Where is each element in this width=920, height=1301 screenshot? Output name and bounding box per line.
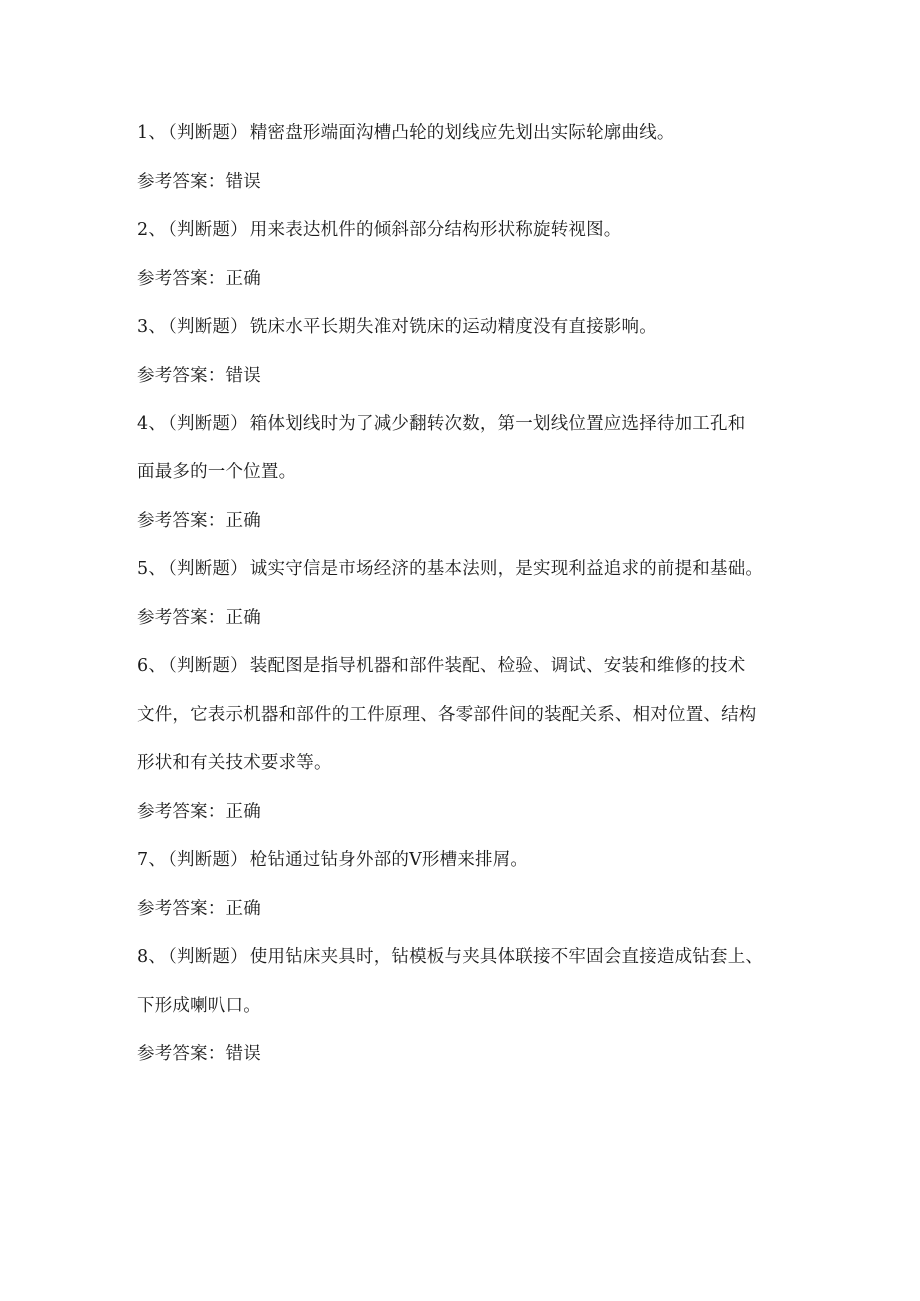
question-text: 精密盘形端面沟槽凸轮的划线应先划出实际轮廓曲线。 [249, 123, 675, 143]
question-text: 形状和有关技术要求等。 [137, 753, 332, 773]
answer-2 [137, 267, 261, 291]
answer-value: 正确 [225, 899, 261, 919]
answer-8 [137, 1042, 261, 1066]
answer-label: 参考答案： [137, 1044, 226, 1064]
answer-7 [137, 897, 261, 921]
question-6-continued [137, 703, 757, 727]
question-type: （判断题） [168, 317, 248, 337]
answer-4 [137, 509, 261, 533]
question-6 [137, 654, 745, 678]
question-7 [137, 848, 528, 872]
answer-6 [137, 800, 261, 824]
question-text: 下形成喇叭口。 [137, 996, 261, 1016]
question-text: 箱体划线时为了减少翻转次数，第一划线位置应选择待加工孔和 [249, 414, 746, 434]
answer-value: 正确 [225, 608, 261, 628]
question-text: 铣床水平长期失准对铣床的运动精度没有直接影响。 [249, 317, 657, 337]
question-text: 面最多的一个位置。 [137, 462, 297, 482]
question-type: （判断题） [168, 850, 248, 870]
question-text: 枪钻通过钻身外部的V形槽来排屑。 [249, 850, 529, 870]
answer-label: 参考答案： [137, 269, 226, 289]
answer-value: 正确 [225, 511, 261, 531]
answer-value: 错误 [225, 1044, 261, 1064]
answer-label: 参考答案： [137, 511, 226, 531]
question-type: （判断题） [168, 220, 248, 240]
answer-label: 参考答案： [137, 366, 226, 386]
answer-label: 参考答案： [137, 172, 226, 192]
answer-value: 错误 [225, 172, 261, 192]
answer-5 [137, 606, 261, 630]
question-type: （判断题） [168, 414, 248, 434]
answer-label: 参考答案： [137, 802, 226, 822]
question-4-continued [137, 460, 296, 484]
question-8 [137, 945, 763, 969]
question-number: 4、 [137, 414, 167, 434]
question-number: 5、 [137, 559, 167, 579]
answer-1 [137, 170, 261, 194]
question-number: 3、 [137, 317, 167, 337]
question-number: 6、 [137, 656, 167, 676]
question-number: 1、 [137, 123, 167, 143]
answer-3 [137, 364, 261, 388]
question-type: （判断题） [168, 947, 248, 967]
answer-value: 正确 [225, 802, 261, 822]
question-4 [137, 412, 745, 436]
question-2 [137, 218, 622, 242]
question-text: 使用钻床夹具时，钻模板与夹具体联接不牢固会直接造成钻套上、 [249, 947, 764, 967]
question-text: 装配图是指导机器和部件装配、检验、调试、安装和维修的技术 [249, 656, 746, 676]
answer-label: 参考答案： [137, 899, 226, 919]
answer-label: 参考答案： [137, 608, 226, 628]
question-text: 用来表达机件的倾斜部分结构形状称旋转视图。 [249, 220, 622, 240]
question-text: 诚实守信是市场经济的基本法则，是实现利益追求的前提和基础。 [249, 559, 764, 579]
question-type: （判断题） [168, 559, 248, 579]
answer-value: 正确 [225, 269, 261, 289]
question-number: 8、 [137, 947, 167, 967]
answer-value: 错误 [225, 366, 261, 386]
question-3 [137, 315, 657, 339]
question-type: （判断题） [168, 123, 248, 143]
question-8-continued [137, 994, 261, 1018]
question-type: （判断题） [168, 656, 248, 676]
question-6-continued [137, 751, 332, 775]
question-5 [137, 557, 763, 581]
question-number: 2、 [137, 220, 167, 240]
question-text: 文件，它表示机器和部件的工件原理、各零部件间的装配关系、相对位置、结构 [137, 705, 757, 725]
question-number: 7、 [137, 850, 167, 870]
question-1 [137, 121, 675, 145]
